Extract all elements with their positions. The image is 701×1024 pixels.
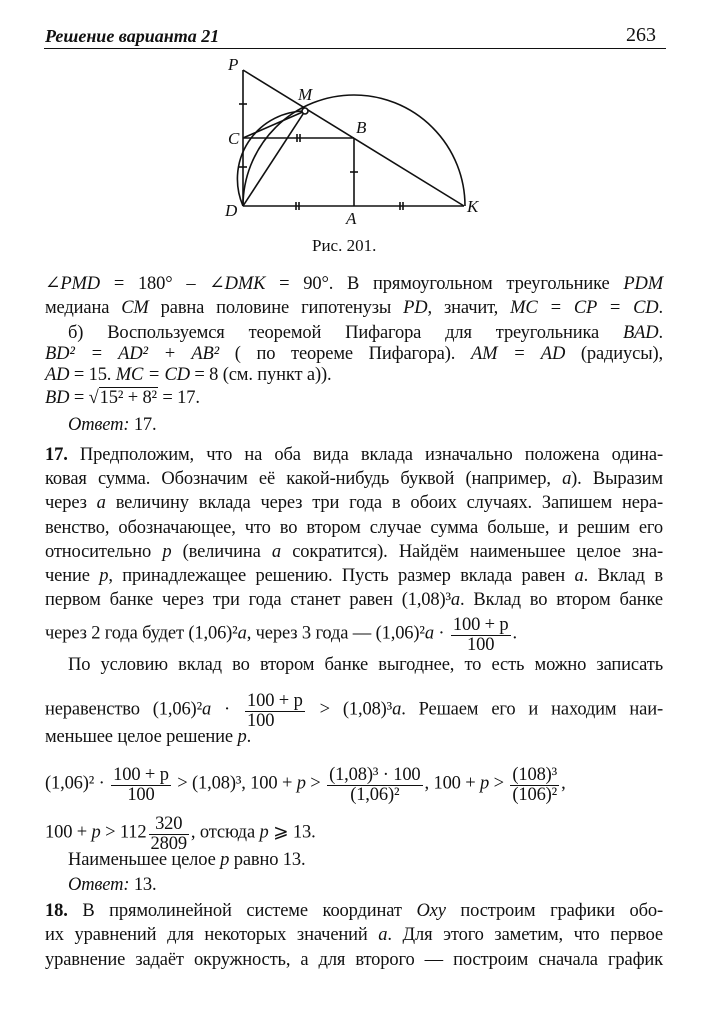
label-k: K <box>467 197 479 216</box>
radical-sign-icon: √ <box>88 388 99 408</box>
text-run: меньшее целое решение <box>45 727 238 747</box>
text-run: = 90°. В прямоугольном треугольнике <box>265 274 624 294</box>
text-line <box>45 517 663 539</box>
text-line <box>45 765 663 805</box>
text-line <box>45 468 663 490</box>
answer-label: Ответ: <box>68 875 130 895</box>
text-run: = 8 (см. пункт а)). <box>189 365 332 385</box>
text-line <box>45 364 663 386</box>
math-variable: p <box>220 850 230 870</box>
text-run: . Вклад во втором банке <box>460 590 663 610</box>
text-run: . <box>512 623 518 644</box>
text-run: . <box>658 323 663 343</box>
geometry-figure <box>0 0 701 260</box>
math-variable: p <box>480 773 490 794</box>
math-variable: MC = CD <box>115 365 190 385</box>
text-run: ⩾ 13. <box>268 822 316 843</box>
text-run: ( по теореме Пифагора). <box>219 344 471 364</box>
math-variable: p <box>296 773 306 794</box>
text-run: первом банке через три года станет равен (1,08)³ <box>45 590 451 610</box>
label-m: M <box>298 85 313 104</box>
text-line <box>68 874 663 896</box>
fraction <box>510 766 559 805</box>
text-run: через 2 года будет (1,06)² <box>45 623 238 644</box>
text-run: величину вклада через три года в обоих случаях. Запишем нера- <box>105 493 663 513</box>
fraction-numerator: (1,08)³ · 100 <box>329 765 421 785</box>
fraction-denominator: 100 <box>127 785 155 805</box>
text-line <box>45 565 663 587</box>
fraction-denominator: 2809 <box>150 834 187 854</box>
text-run: (величина <box>171 542 272 562</box>
page-number: 263 <box>626 24 656 46</box>
text-line <box>68 322 663 344</box>
text-run: сократится). Найдём наименьшее целое зна- <box>281 542 663 562</box>
text-line <box>45 541 663 563</box>
text-run: , через 3 года — (1,06)² <box>246 623 425 644</box>
label-a: A <box>346 209 357 228</box>
text-run: венство, обозначающее, что во втором случае сумма больше, и решим его <box>45 518 663 538</box>
text-run: 100 + <box>45 822 92 843</box>
fraction-numerator: 320 <box>149 815 189 835</box>
tick-marks <box>239 104 403 210</box>
text-run: б) Воспользуемся теоремой Пифагора для треугольника <box>68 323 623 343</box>
math-variable: PDM <box>623 274 663 294</box>
text-run: (радиусы), <box>565 344 663 364</box>
math-variable: a <box>378 925 388 945</box>
text-run: . <box>658 298 663 318</box>
fraction-numerator: 100 + p <box>452 615 509 635</box>
answer-label: Ответ: <box>68 415 130 435</box>
text-run: (1,06)² · <box>45 773 110 794</box>
text-run: медиана <box>45 298 122 318</box>
math-variable: MC = CP = CD <box>510 298 659 318</box>
text-run: Предположим, что на оба вида вклада изначально положена одина- <box>67 445 663 465</box>
text-run: . Вклад в <box>583 566 663 586</box>
text-line <box>68 849 663 871</box>
math-variable: a <box>562 469 572 489</box>
text-run: , отсюда <box>190 822 260 843</box>
text-run: · <box>211 699 244 720</box>
text-run: ковая сумма. Обозначим её какой-нибудь буквой (например, <box>45 469 563 489</box>
text-run: > (1,08)³ <box>306 699 393 720</box>
text-run: = 180° – <box>99 274 210 294</box>
fraction-denominator: 100 <box>467 635 495 655</box>
math-variable: ∠DMK <box>209 274 266 294</box>
text-line <box>45 924 663 946</box>
text-run: через <box>45 493 97 513</box>
text-run: Наименьшее целое <box>68 850 221 870</box>
label-p: P <box>228 55 239 74</box>
text-line <box>45 949 663 971</box>
text-run: > <box>305 773 326 794</box>
label-d: D <box>225 201 238 220</box>
figure-caption: Рис. 201. <box>312 236 377 255</box>
math-variable: CM <box>121 298 149 318</box>
text-run: , значит, <box>427 298 511 318</box>
text-line <box>68 414 663 436</box>
text-run: По условию вклад во втором банке выгоднее, то есть можно записать <box>68 655 663 675</box>
label-b: B <box>356 118 367 137</box>
math-variable: p <box>162 542 172 562</box>
square-root <box>89 387 158 409</box>
text-run: . <box>246 727 252 747</box>
text-run: 13. <box>129 875 157 895</box>
text-run: равно 13. <box>229 850 306 870</box>
fraction-denominator: (106)² <box>512 785 558 805</box>
text-run: чение <box>45 566 100 586</box>
label-c: C <box>228 129 240 148</box>
text-run: = <box>69 388 89 408</box>
text-run: уравнение задаёт окружность, а для второго — построим сначала график <box>45 950 663 970</box>
math-variable: a <box>201 699 212 720</box>
text-line <box>45 900 663 922</box>
text-run: , <box>561 773 566 794</box>
text-run: , 100 + <box>424 773 481 794</box>
fraction <box>111 766 171 805</box>
text-run: > <box>489 773 509 794</box>
fraction <box>327 766 422 805</box>
text-run: относительно <box>45 542 163 562</box>
math-variable: a <box>392 699 402 720</box>
text-run: = 15. <box>69 365 116 385</box>
text-line <box>45 691 664 731</box>
text-run: = 17. <box>157 388 200 408</box>
text-run: 17. <box>129 415 157 435</box>
math-variable: a <box>574 566 584 586</box>
text-line <box>45 726 663 748</box>
math-variable: AD <box>45 365 70 385</box>
math-variable: PD <box>403 298 428 318</box>
fraction-numerator: (108)³ <box>512 765 558 785</box>
text-run: неравенство (1,06)² <box>45 699 202 720</box>
text-line <box>45 387 663 409</box>
radicand: 15² + 8² <box>99 388 157 408</box>
math-variable: p <box>91 822 101 843</box>
text-line <box>45 814 663 854</box>
fraction-numerator: 100 + p <box>113 765 169 785</box>
fraction-denominator: 100 <box>247 711 275 731</box>
text-run: . Для этого заметим, что первое <box>387 925 663 945</box>
math-variable: p <box>237 727 247 747</box>
math-variable: BD <box>45 388 70 408</box>
running-header-title: Решение варианта 21 <box>45 26 220 46</box>
math-variable: a <box>96 493 106 513</box>
math-variable: a <box>450 590 461 610</box>
text-run: , принадлежащее решению. Пусть размер вклада равен <box>108 566 575 586</box>
math-variable: a <box>237 623 247 644</box>
text-line <box>45 589 663 611</box>
math-variable: BAD <box>623 323 659 343</box>
text-run: построим графики обо- <box>445 901 663 921</box>
text-run: . Решаем его и находим наи- <box>401 699 664 720</box>
text-run: · <box>433 623 449 644</box>
math-variable: a <box>271 542 282 562</box>
math-variable: a <box>424 623 434 644</box>
text-line <box>68 654 663 676</box>
text-run: ). Выразим <box>571 469 663 489</box>
fraction-numerator: 100 + p <box>247 691 303 711</box>
math-variable: BD² = AD² + AB² <box>45 344 220 364</box>
point-m-marker <box>302 108 308 114</box>
math-variable: Oxy <box>416 901 446 921</box>
text-run: > 112 <box>100 822 147 843</box>
text-line <box>45 297 663 319</box>
problem-number: 17. <box>45 445 68 465</box>
problem-number: 18. <box>45 901 68 921</box>
text-line <box>45 492 663 514</box>
text-run: равна половине гипотенузы <box>148 298 404 318</box>
math-variable: ∠PMD <box>45 274 100 294</box>
text-line <box>45 444 663 466</box>
fraction-denominator: (1,06)² <box>350 785 400 805</box>
fraction <box>451 616 511 655</box>
text-line <box>45 273 663 295</box>
text-run: их уравнений для некоторых значений <box>45 925 379 945</box>
math-variable: p <box>99 566 109 586</box>
text-run: В прямолинейной системе координат <box>67 901 417 921</box>
math-variable: AM = AD <box>470 344 566 364</box>
text-line <box>45 343 663 365</box>
text-run: > (1,08)³, 100 + <box>172 773 297 794</box>
text-line <box>45 615 663 655</box>
math-variable: p <box>259 822 269 843</box>
